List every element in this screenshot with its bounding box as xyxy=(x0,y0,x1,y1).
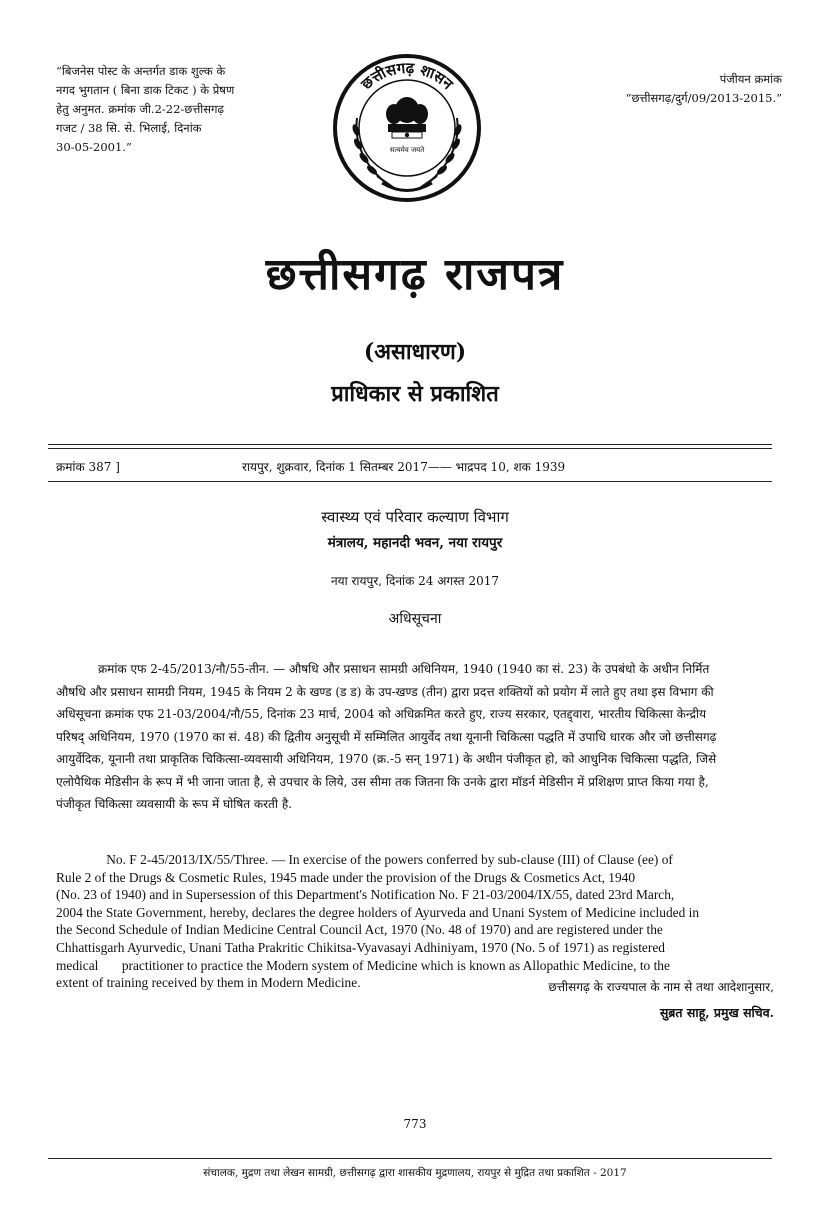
postal-note-line: “बिजनेस पोस्ट के अन्तर्गत डाक शुल्क के xyxy=(56,64,226,78)
hindi-text-line: परिषद् अधिनियम, 1970 (1970 का सं. 48) की द्वितीय अनुसूची में सम्मिलित आयुर्वेद तथा यूनानी चिकित्सा पद्धति में उपाधि धारक और जो छत्तीसगढ़ xyxy=(56,729,717,744)
english-text-line: Chhattisgarh Ayurvedic, Unani Tatha Prakritic Chikitsa-Vyavasayi Adhiniyam, 1970 (No. 5 of 1971) as registered xyxy=(56,939,665,955)
svg-text:छत्तीसगढ़ शासन: छत्तीसगढ़ शासन xyxy=(357,58,457,94)
government-seal-emblem xyxy=(322,48,492,213)
hindi-text-line: एलोपैथिक मेडिसीन के रूप में भी जाना जाता है, से उपचार के लिये, उस सीमा तक जितना कि उनके द्वारा मॉडर्न मेडिसीन में प्रशिक्षण प्राप्त किया गया है, xyxy=(56,774,709,789)
governor-order-line: छत्तीसगढ़ के राज्यपाल के नाम से तथा आदेशानुसार, xyxy=(548,980,774,994)
gazette-title: छत्तीसगढ़ राजपत्र xyxy=(265,249,565,300)
published-by-authority: प्राधिकार से प्रकाशित xyxy=(331,381,499,407)
english-text-line: medical practitioner to practice the Modern system of Medicine which is known as Allopathic Medicine, to the xyxy=(56,957,670,973)
issue-number: क्रमांक 387 ] xyxy=(56,460,120,474)
hindi-notification-text xyxy=(56,658,774,816)
english-notification-text xyxy=(56,851,780,992)
header-divider-thin xyxy=(48,448,772,449)
gazette-subtitle: (असाधारण) xyxy=(363,339,467,365)
svg-text:सत्यमेव जयते: सत्यमेव जयते xyxy=(389,146,425,154)
hindi-text-line: औषधि और प्रसाधन सामग्री नियम, 1945 के नियम 2 के खण्ड (ड ड) के उप-खण्ड (तीन) द्वारा प्रदत्त शक्तियों को प्रयोग में लाते हुए तथा इस विभाग की xyxy=(56,684,714,699)
department-name: स्वास्थ्य एवं परिवार कल्याण विभाग xyxy=(321,508,509,526)
registration-number: “छत्तीसगढ़/दुर्ग/09/2013-2015.” xyxy=(625,91,782,105)
english-text-line: No. F 2-45/2013/IX/55/Three. — In exercise of the powers conferred by sub-clause (III) of Clause (ee) of xyxy=(56,852,673,867)
postal-note-line: नगद भुगतान ( बिना डाक टिकट ) के प्रेषण xyxy=(56,83,235,97)
english-text-line: (No. 23 of 1940) and in Supersession of this Department's Notification No. F 21-03/2004/IX/55, dated 23rd March, xyxy=(56,887,675,903)
registration-note xyxy=(562,70,782,108)
printer-imprint: संचालक, मुद्रण तथा लेखन सामग्री, छत्तीसगढ़ द्वारा शासकीय मुद्रणालय, रायपुर से मुद्रित तथा प्रकाशित - 2017 xyxy=(203,1167,627,1179)
postal-note-line: हेतु अनुमत. क्रमांक जी.2-22-छत्तीसगढ़ xyxy=(56,102,225,116)
english-text-line: extent of training received by them in Modern Medicine. xyxy=(56,975,361,991)
postal-note-line: 30-05-2001.” xyxy=(56,140,132,154)
english-text-line: Rule 2 of the Drugs & Cosmetic Rules, 1945 made under the provision of the Drugs & Cosmetics Act, 1940 xyxy=(56,869,636,885)
footer-divider xyxy=(48,1158,772,1159)
hindi-text-line: क्रमांक एफ 2-45/2013/नौ/55-तीन. — औषधि और प्रसाधन सामग्री अधिनियम, 1940 (1940 का सं. 23) के उपबंधो के अधीन निर्मित xyxy=(56,662,710,676)
registration-label: पंजीयन क्रमांक xyxy=(719,72,782,86)
issue-divider xyxy=(48,481,772,482)
hindi-text-line: पंजीकृत चिकित्सा व्यवसायी के रूप में घोषित करती है. xyxy=(56,797,293,811)
notification-heading: अधिसूचना xyxy=(388,611,442,627)
hindi-text-line: अधिसूचना क्रमांक एफ 21-03/2004/नौ/55, दिनांक 23 मार्च, 2004 को अधिक्रमित करते हुए, राज्य सरकार, एतद्द्वारा, भारतीय चिकित्सा केन्द्रीय xyxy=(56,707,707,721)
english-text-line: the Second Schedule of Indian Medicine Central Council Act, 1970 (No. 48 of 1970) and are registered under the xyxy=(56,922,663,938)
signatory-name: सुब्रत साहू, प्रमुख सचिव. xyxy=(659,1005,774,1020)
postal-note-line: गजट / 38 सि. से. भिलाई, दिनांक xyxy=(56,121,202,135)
english-text-line: 2004 the State Government, hereby, declares the degree holders of Ayurveda and Unani System of Medicine included in xyxy=(56,904,700,920)
header-divider xyxy=(48,444,772,445)
issue-date-line: रायपुर, शुक्रवार, दिनांक 1 सितम्बर 2017—— भाद्रपद 10, शक 1939 xyxy=(242,460,566,474)
page-number: 773 xyxy=(403,1117,427,1131)
hindi-text-line: आयुर्वेदिक, यूनानी तथा प्राकृतिक चिकित्सा-व्यवसायी अधिनियम, 1970 (क्र.-5 सन् 1971) के अधीन पंजीकृत हो, को आधुनिक चिकित्सा पद्धति, जिसे xyxy=(56,752,717,766)
postal-permission-note xyxy=(56,62,276,157)
ministry-address: मंत्रालय, महानदी भवन, नया रायपुर xyxy=(327,535,503,551)
notification-place-date: नया रायपुर, दिनांक 24 अगस्त 2017 xyxy=(330,574,500,588)
